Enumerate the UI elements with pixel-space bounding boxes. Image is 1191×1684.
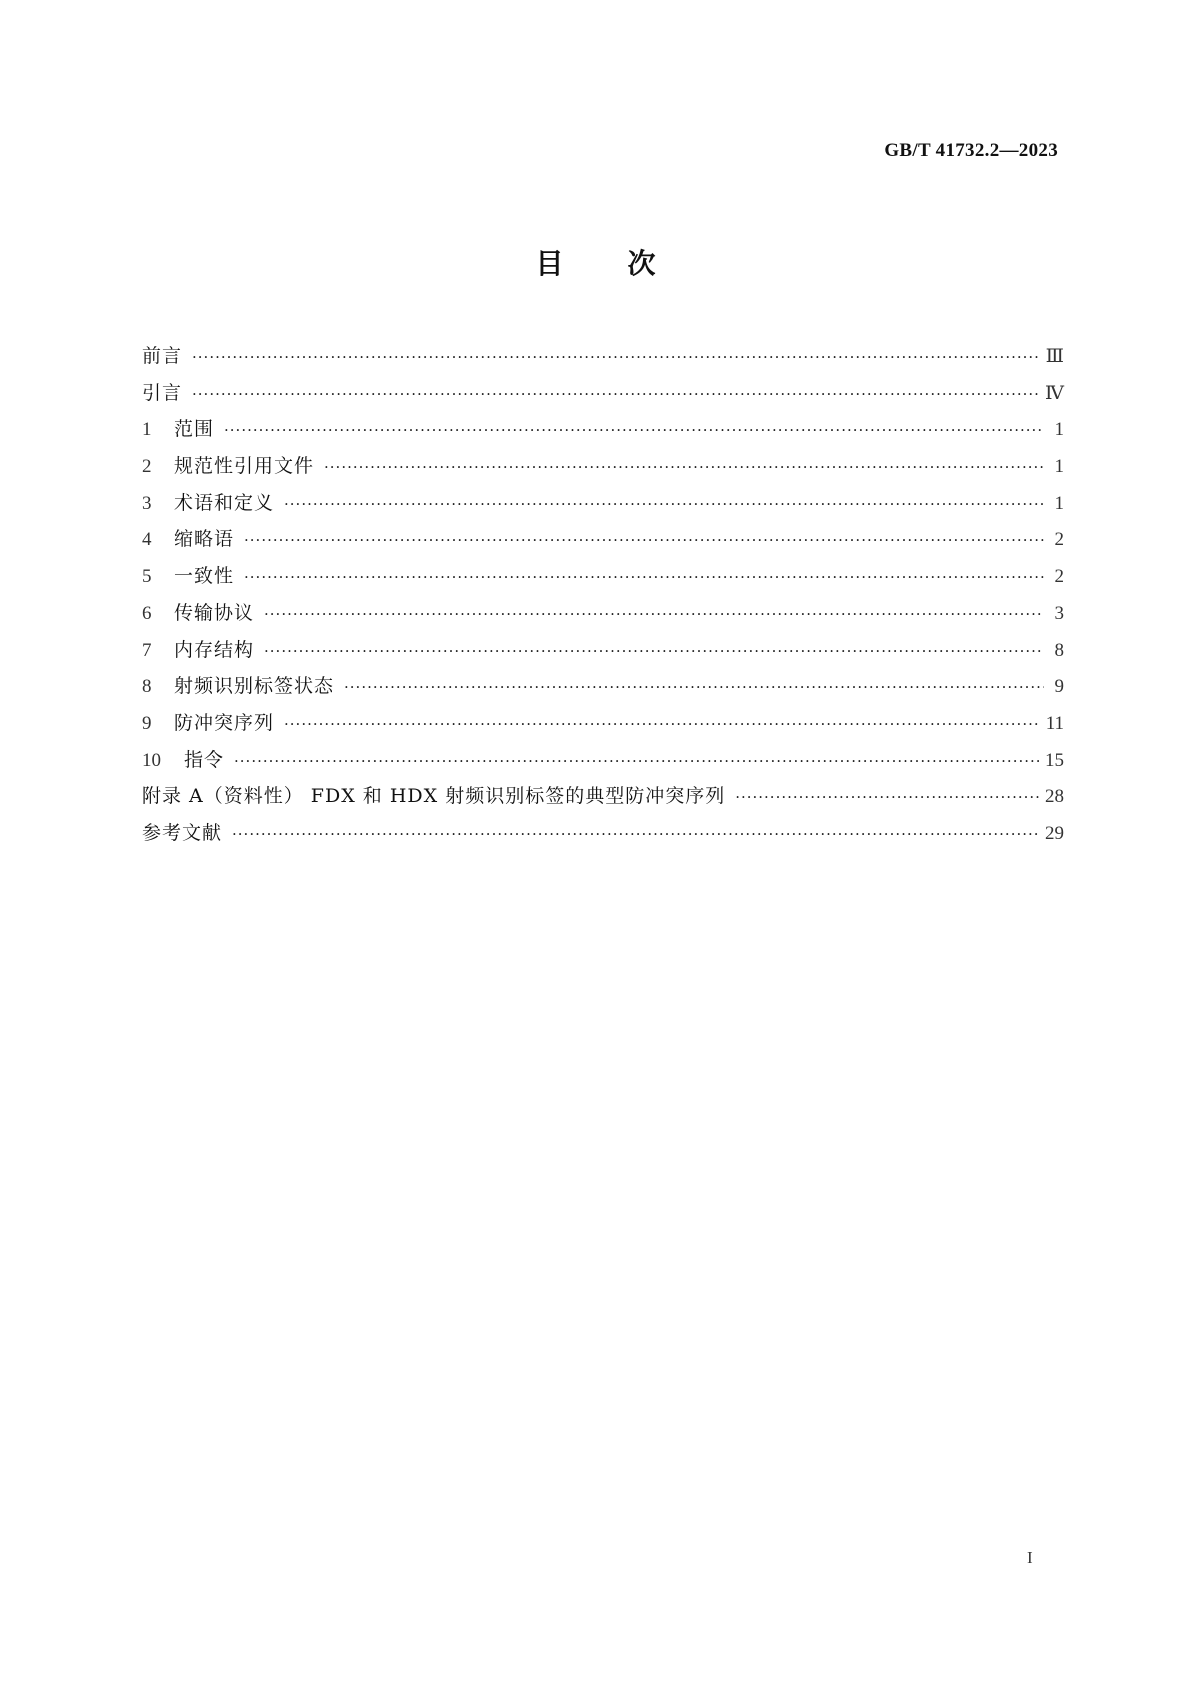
toc-leader-dots [192,339,1040,376]
toc-entry-label: 指令 [184,748,225,771]
toc-entry-number: 3 [142,492,152,514]
toc-page-number: 11 [1045,712,1064,734]
toc-entry-label: 射频识别标签状态 [174,675,335,698]
toc-entry-abbreviations[interactable] [142,521,1064,558]
toc-entry-memory-structure[interactable] [142,632,1064,669]
toc-entry-number: 1 [142,419,152,441]
table-of-contents [142,338,1064,852]
page-number: I [1027,1548,1033,1567]
toc-page-number: 15 [1045,749,1064,771]
toc-leader-dots [192,376,1039,413]
toc-page-number: 1 [1054,419,1064,441]
toc-page-number: 2 [1054,529,1064,551]
toc-page-number: 9 [1054,676,1064,698]
toc-entry-number: 7 [142,639,152,661]
page-title-part1: 目 [535,247,564,280]
toc-leader-dots [324,449,1044,486]
page-title [0,242,1191,282]
toc-entry-normative-references[interactable] [142,448,1064,485]
toc-entry-commands[interactable] [142,742,1064,779]
toc-leader-dots [234,743,1039,780]
toc-page-number: Ⅳ [1045,382,1064,404]
toc-entry-annex-a[interactable] [142,778,1064,815]
toc-page-number: 29 [1045,822,1064,844]
toc-entry-number: 4 [142,529,152,551]
toc-leader-dots [244,522,1044,559]
toc-page-number: 28 [1045,786,1064,808]
toc-entry-label: 传输协议 [174,601,255,624]
toc-entry-foreword[interactable] [142,338,1064,375]
toc-page-number: 1 [1054,492,1064,514]
toc-entry-number: 9 [142,712,152,734]
toc-entry-number: 5 [142,566,152,588]
toc-entry-number: 2 [142,456,152,478]
toc-entry-label: 术语和定义 [174,491,275,514]
toc-page-number: Ⅲ [1045,346,1064,367]
toc-entry-scope[interactable] [142,411,1064,448]
toc-entry-transmission-protocol[interactable] [142,595,1064,632]
toc-entry-label: 一致性 [174,565,235,588]
toc-entry-rfid-tag-states[interactable] [142,668,1064,705]
toc-page-number: 1 [1054,456,1064,478]
toc-leader-dots [344,669,1044,706]
toc-entry-label: 防冲突序列 [174,711,275,734]
toc-entry-number: 10 [142,749,161,771]
toc-entry-label: 规范性引用文件 [174,455,315,478]
toc-leader-dots [284,706,1040,743]
toc-leader-dots [735,779,1039,816]
toc-page-number: 8 [1054,639,1064,661]
toc-entry-label: 前言 [142,345,183,367]
toc-entry-introduction[interactable] [142,375,1064,412]
toc-leader-dots [264,633,1044,670]
toc-entry-label: 引言 [142,381,183,404]
toc-entry-label: 参考文献 [142,821,223,844]
toc-page-number: 3 [1054,602,1064,624]
toc-leader-dots [264,596,1044,633]
standard-number: GB/T 41732.2—2023 [884,140,1058,161]
toc-entry-label: 附录 A（资料性） FDX 和 HDX 射频识别标签的典型防冲突序列 [142,785,726,808]
toc-page-number: 2 [1054,566,1064,588]
toc-entry-terms-definitions[interactable] [142,485,1064,522]
toc-entry-bibliography[interactable] [142,815,1064,852]
toc-entry-label: 范围 [174,418,215,441]
toc-leader-dots [244,559,1044,596]
toc-entry-number: 6 [142,602,152,624]
toc-leader-dots [232,816,1039,853]
toc-entry-conformance[interactable] [142,558,1064,595]
toc-entry-label: 内存结构 [174,638,255,661]
toc-leader-dots [284,486,1044,523]
toc-leader-dots [224,412,1044,449]
toc-entry-number: 8 [142,676,152,698]
toc-entry-anticollision-sequence[interactable] [142,705,1064,742]
toc-entry-label: 缩略语 [174,528,235,551]
page-title-part2: 次 [627,247,656,280]
